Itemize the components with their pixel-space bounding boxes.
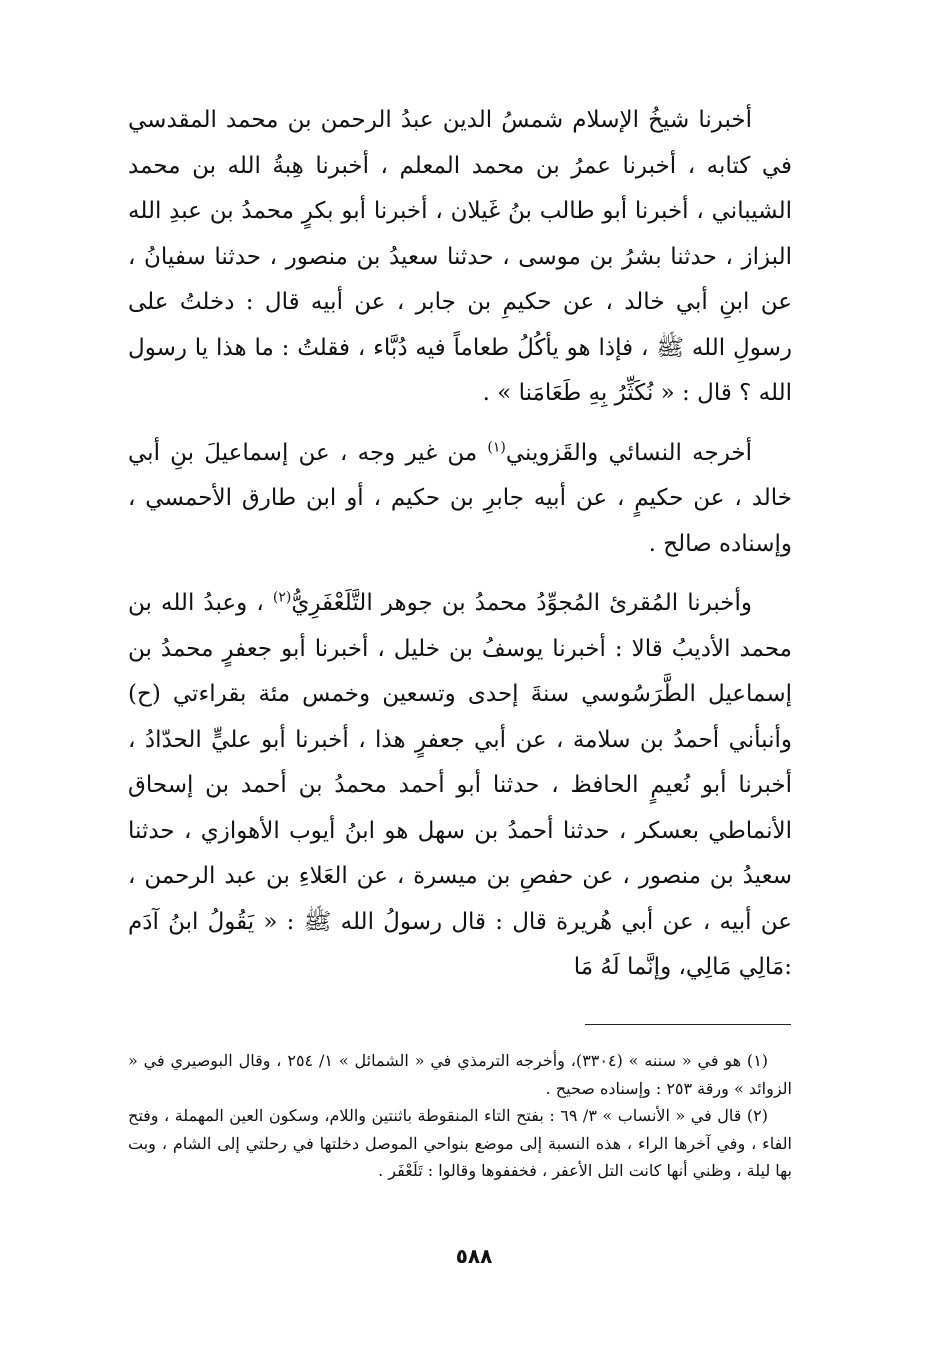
footnote-divider: [585, 1024, 791, 1025]
takhrij-text-rest: من غير وجه ، عن إسماعيلَ بنِ أبي خالد ، عن حكيمٍ ، عن أبيه جابرِ بن حكيم ، أو ابن طارق الأحمسي ، وإسناده صالح .: [128, 439, 792, 557]
footnote-ref-2: (٢): [272, 589, 292, 606]
hadith-paragraph-2: [128, 581, 792, 991]
footnote-1: (١) هو في « سننه » (٣٣٠٤)، وأخرجه الترمذي في « الشمائل » ١/ ٢٥٤ ، وقال البوصيري في « الزوائد » ورقة ٢٥٣ : وإسناده صحيح .: [128, 1051, 792, 1098]
takhrij-paragraph: [128, 431, 792, 568]
page-number: ٥٨٨: [455, 1244, 493, 1268]
hadith-2-text-rest: ، وعبدُ الله بن محمد الأديبُ قالا : أخبرنا يوسفُ بن خليل ، أخبرنا أبو جعفرٍ محمدُ بن إسماعيل الطَّرَسُوسي سنةَ إحدى وتسعين وخمس مئة بقراءتي (ح) وأنبأني أحمدُ بن سلامة ، عن أبي جعفرٍ هذا ، أخبرنا أبو عليٍّ الحدّادُ ، أخبرنا أبو نُعيمٍ الحافظ ، حدثنا أبو أحمد محمدُ بن أحمد بن إسحاق الأنماطي بعسكر ، حدثنا أحمدُ بن سهل هو ابنُ أيوب الأهوازي ، حدثنا سعيدُ بن منصور ، عن حفصِ بن ميسرة ، عن العَلاءِ بن عبد الرحمن ، عن أبيه ، عن أبي هُريرة قال : قال رسولُ الله ﷺ : « يَقُولُ ابنُ آدَم :مَالِي مَالِي، وإنَّما لَهُ مَا: [128, 590, 792, 980]
footnote-ref-1: (١): [487, 438, 506, 455]
hadith-2-text-start: وأخبرنا المُقرئ المُجوِّدُ محمدُ بن جوهر التَّلَعْفَرِيُّ: [291, 590, 752, 616]
footnotes-block: [128, 1047, 792, 1185]
main-text-block: [128, 98, 792, 991]
takhrij-text-start: أخرجه النسائي والقَزويني: [505, 439, 752, 466]
hadith-paragraph-1: أخبرنا شيخُ الإسلام شمسُ الدين عبدُ الرحمن بن محمد المقدسي في كتابه ، أخبرنا عمرُ بن محمد المعلم ، أخبرنا هِبةُ الله بن محمد الشيباني ، أخبرنا أبو طالب بنُ غَيلان ، أخبرنا أبو بكرٍ محمدُ بن عبدِ الله البزاز ، حدثنا بشرُ بن موسى ، حدثنا سعيدُ بن منصور ، حدثنا سفيانُ ، عن ابنِ أبي خالد ، عن حكيمِ بن جابر ، عن أبيه قال : دخلتُ على رسولِ الله ﷺ ، فإذا هو يأكُلُ طعاماً فيه دُبَّاء ، فقلتُ : ما هذا يا رسول الله ؟ قال : « نُكَثِّرُ بِهِ طَعَامَنا » .: [128, 107, 792, 406]
footnote-2: (٢) قال في « الأنساب » ٣/ ٦٩ : بفتح التاء المنقوطة باثنتين واللام، وسكون العين المهملة ، وفتح الفاء ، وفي آخرها الراء ، هذه النسبة إلى موضع بنواحي الموصل دخلتها في رحلتي إلى الشام ، وبت بها ليلة ، وظني أنها كانت التل الأعفر ، فخففوها وقالوا : تَلَعْفَر .: [128, 1106, 792, 1180]
